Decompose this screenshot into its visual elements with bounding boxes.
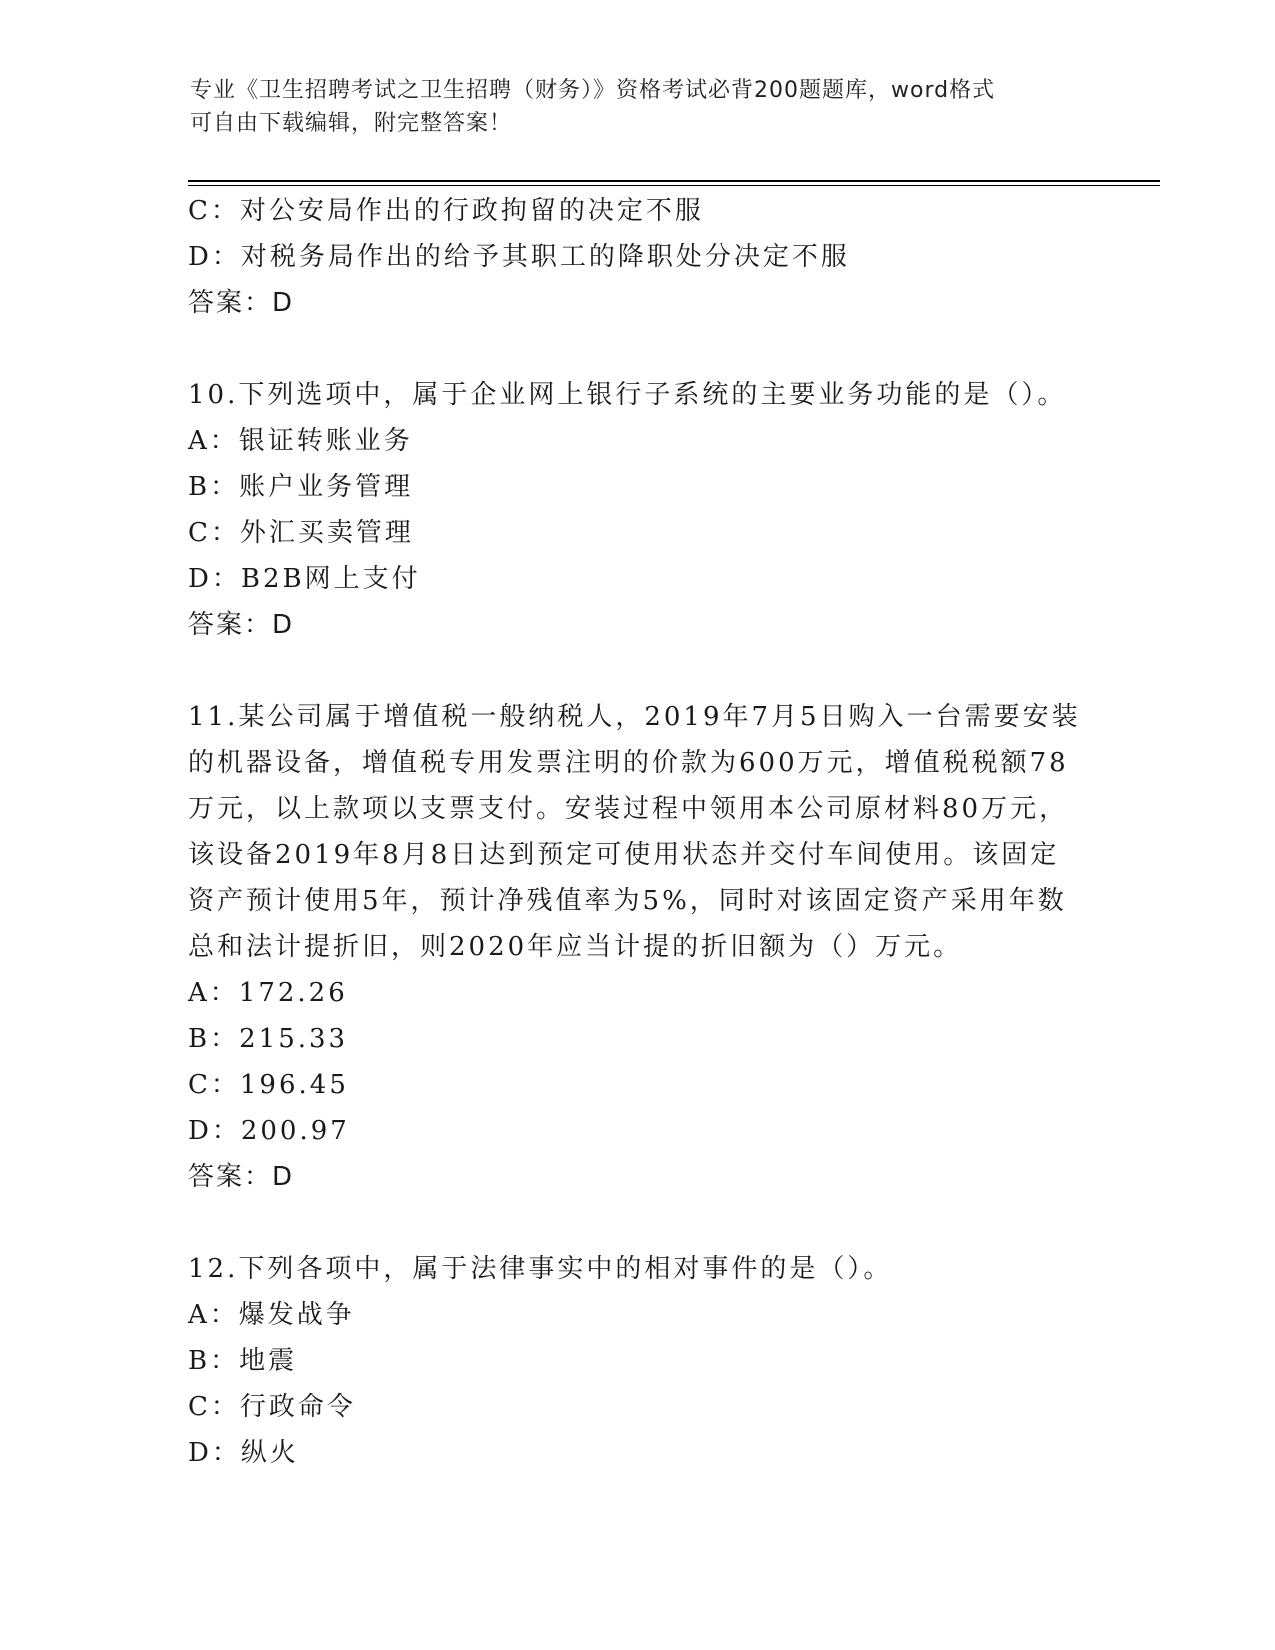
header-line-1: 专业《卫生招聘考试之卫生招聘（财务）》资格考试必背200题题库，word格式 [190,78,996,103]
prev-question [188,188,1088,326]
header-rule-thick [188,180,1160,182]
question-12 [188,1246,1088,1476]
document-header [190,74,1090,140]
question-stem [188,694,1088,970]
option-a: A：银证转账业务 [188,426,413,456]
question-stem [188,1246,1088,1292]
option-c: C：196.45 [188,1070,349,1100]
option-b: B：215.33 [188,1024,349,1054]
question-content [188,188,1088,1476]
option-d: D：200.97 [188,1116,350,1146]
option-d: D：纵火 [188,1438,299,1468]
stem-line: 总和法计提折旧，则2020年应当计提的折旧额为（）万元。 [188,932,963,962]
question-10 [188,372,1088,648]
stem-line: 12.下列各项中，属于法律事实中的相对事件的是（）。 [188,1254,893,1284]
option-b: B：地震 [188,1346,298,1376]
stem-line: 的机器设备，增值税专用发票注明的价款为600万元，增值税税额78 [188,748,1069,778]
option-c: C：对公安局作出的行政拘留的决定不服 [188,196,704,226]
option-a: A：172.26 [188,978,348,1008]
option-c: C：外汇买卖管理 [188,518,414,548]
answer: 答案：D [188,1162,295,1192]
question-stem [188,372,1088,418]
stem-line: 11.某公司属于增值税一般纳税人，2019年7月5日购入一台需要安装 [188,702,1081,732]
header-line-2: 可自由下载编辑，附完整答案！ [190,111,513,136]
answer: 答案：D [188,288,295,318]
option-d: D：对税务局作出的给予其职工的降职处分决定不服 [188,242,850,272]
stem-line: 资产预计使用5年，预计净残值率为5%，同时对该固定资产采用年数 [188,886,1067,916]
option-d: D：B2B网上支付 [188,564,421,594]
stem-line: 该设备2019年8月8日达到预定可使用状态并交付车间使用。该固定 [188,840,1060,870]
option-a: A：爆发战争 [188,1300,355,1330]
stem-line: 万元，以上款项以支票支付。安装过程中领用本公司原材料80万元， [188,794,1069,824]
option-c: C：行政命令 [188,1392,356,1422]
answer: 答案：D [188,610,295,640]
header-rule-thin [188,185,1160,186]
stem-line: 10.下列选项中，属于企业网上银行子系统的主要业务功能的是（）。 [188,380,1067,410]
question-11 [188,694,1088,1200]
option-b: B：账户业务管理 [188,472,414,502]
